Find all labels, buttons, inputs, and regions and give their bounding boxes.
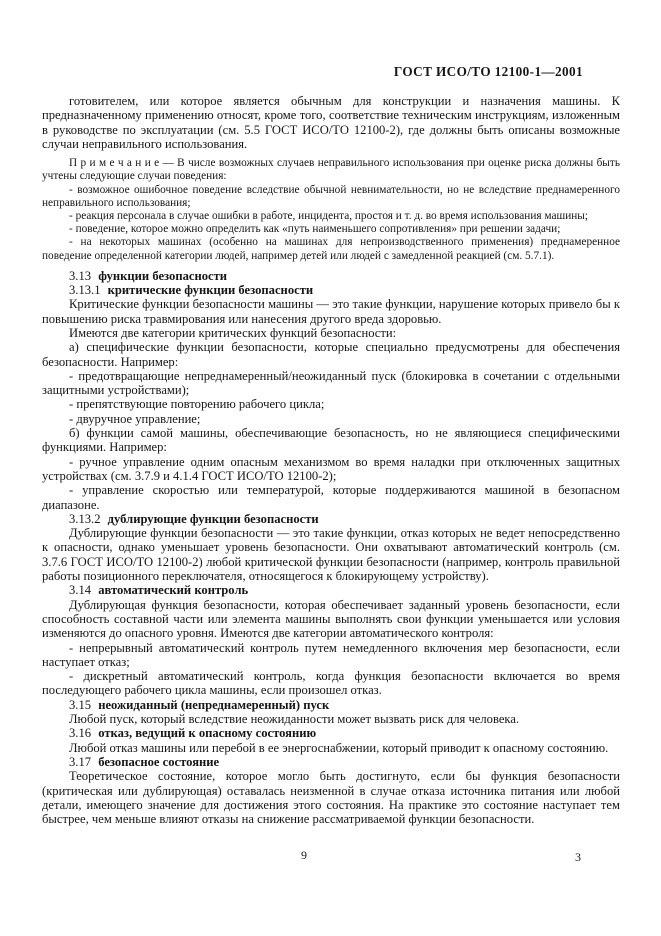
term-title: функции безопасности [98,268,228,283]
paragraph: Критические функции безопасности машины — это такие функции, нарушение которых привело бы к повышению риска травмирования или нанесения другого вреда здоровью. [42,297,620,326]
footer-standard-page-number: 3 [575,850,581,864]
paragraph: готовителем, или которое является обычным для конструкции и назначения машины. К предназначенному применению относят, кроме того, соответствие техническим инструкциям, изложенным в руководстве по эксплуатации (см. 5.5 ГОСТ ИСО/ТО 12100-2), где должны быть описаны возможные случаи неправильного использования. [42,94,620,151]
paragraph: - ручное управление одним опасным механизмом во время наладки при отключенных защитных устройствах (см. 3.7.9 и 4.1.4 ГОСТ ИСО/ТО 12100-2); [42,454,620,483]
note-paragraph: - возможное ошибочное поведение вследствие обычной невнимательности, но не вследствие преднамеренного неправильного использования; [42,183,620,209]
term-number: 3.13.1 [69,283,101,298]
paragraph: Дублирующая функция безопасности, которая обеспечивает заданный уровень безопасности, если способность составной части или элемента машины выполнять свои функции уменьшается или условия изменяются до опасного уровня. Имеются две категории автоматического контроля: [42,597,620,641]
note-paragraph: - реакция персонала в случае ошибки в работе, инцидента, простоя и т. д. во время использования машины; [69,210,589,222]
term-number: 3.13.2 [69,511,101,526]
paragraph: - дискретный автоматический контроль, когда функция безопасности включается во время последующего рабочего цикла машины, если произошел отказ. [42,669,620,698]
paragraph: - двуручное управление; [69,411,201,426]
note-paragraph: - на некоторых машинах (особенно на машинах для непроизводственного применения) преднамеренное поведение определенной категории людей, например детей или людей с замедленной реакцией (см. 5.7.1). [42,236,620,262]
paragraph: Любой пуск, который вследствие неожиданности может вызвать риск для человека. [69,712,520,727]
term-number: 3.14 [69,583,92,598]
term-number: 3.16 [69,726,92,741]
term-title: отказ, ведущий к опасному состоянию [98,726,317,741]
term-title: автоматический контроль [98,583,249,598]
term-number: 3.17 [69,754,92,769]
paragraph: Теоретическое состояние, которое могло быть достигнуто, если бы функция безопасности (критическая или дублирующая) оставалась неизменной в случае отказа источника питания или любой детали, имеющего значение для достижения этого состояния. На практике это состояние наступает тем быстрее, чем меньше влияют отказы на снижение рассматриваемой функции безопасности. [42,769,620,827]
paragraph: б) функции самой машины, обеспечивающие безопасность, но не являющиеся специфическими функциями. Например: [42,426,620,455]
term-title: безопасное состояние [98,754,220,769]
term-heading [42,698,620,712]
term-title: дублирующие функции безопасности [107,511,319,526]
term-title: неожиданный (непреднамеренный) пуск [98,697,330,712]
term-heading [42,755,620,769]
paragraph: - предотвращающие непреднамеренный/неожиданный пуск (блокировка в сочетании с отдельными защитными устройствами); [42,368,620,398]
note-paragraph: П р и м е ч а н и е — В числе возможных случаев неправильного использования при оценке риска должны быть учтены следующие случаи поведения: [42,157,620,183]
paragraph: - непрерывный автоматический контроль путем немедленного включения мер безопасности, если наступает отказ; [42,640,620,669]
paragraph: Дублирующие функции безопасности — это такие функции, отказ которых не ведет непосредственно к опасности, однако уменьшает уровень безопасности. Они охватывают автоматический контроль (см. 3.7.6 ГОСТ ИСО/ТО 12100-2) любой критической функции безопасности (например, контроль правильной работы позиционного переключателя, относящегося к блокирующему устройству). [42,526,620,584]
paragraph: - управление скоростью или температурой, которые поддерживаются машиной в безопасном диапазоне. [42,483,620,512]
term-heading [42,512,620,526]
footer-book-page-number: 9 [301,848,307,862]
term-heading [42,269,620,283]
paragraph: Любой отказ машины или перебой в ее энергоснабжении, который приводит к опасному состоянию. [69,740,609,755]
term-heading [42,726,620,740]
term-number: 3.13 [69,268,92,283]
paragraph: Имеются две категории критических функций безопасности: [69,326,397,340]
term-heading [42,283,620,297]
document-body [42,94,620,826]
term-heading [42,583,620,597]
running-header-standard-designation: ГОСТ ИСО/ТО 12100-1—2001 [393,64,583,79]
term-title: критические функции безопасности [107,283,314,298]
paragraph: а) специфические функции безопасности, которые специально предусмотрены для обеспечения безопасности. Например: [42,340,620,369]
paragraph: - препятствующие повторению рабочего цикла; [69,397,325,412]
note-paragraph: - поведение, которое можно определить как «путь наименьшего сопротивления» при решении задачи; [69,223,561,236]
term-number: 3.15 [69,697,92,712]
